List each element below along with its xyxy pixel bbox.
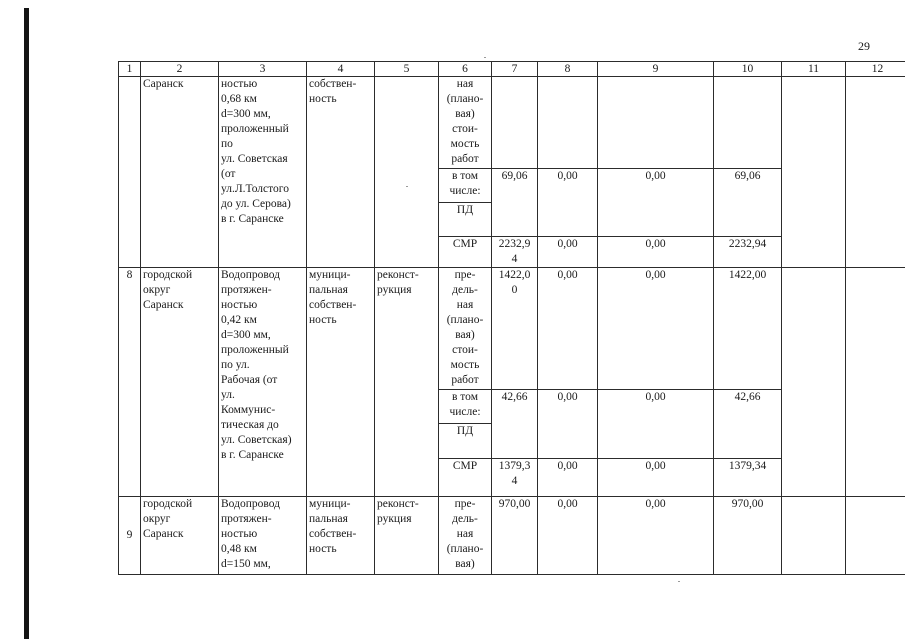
value-cell: 0,00	[538, 497, 598, 575]
header-cell: 2	[141, 62, 219, 77]
header-cell: 7	[492, 62, 538, 77]
scan-speck	[678, 581, 680, 582]
value-cell: 0,00	[598, 458, 714, 496]
cost-type-cell: в том числе:	[439, 390, 492, 424]
cost-type-cell: ПД	[439, 203, 492, 236]
empty-cell	[782, 267, 846, 496]
cost-type-cell: СМР	[439, 236, 492, 267]
empty-cell	[782, 77, 846, 268]
value-cell: 0,00	[538, 458, 598, 496]
ownership-cell: муници- пальная собствен- ность	[307, 497, 375, 575]
cost-type-cell: пре- дель- ная (плано- вая)	[439, 497, 492, 575]
cost-type-cell: ная (плано- вая) стои- мость работ	[439, 77, 492, 169]
value-cell: 0,00	[598, 497, 714, 575]
value-cell: 2232,94	[714, 236, 782, 267]
header-cell: 4	[307, 62, 375, 77]
value-cell: 1422,00	[714, 267, 782, 389]
value-cell: 0,00	[538, 390, 598, 459]
header-row	[119, 62, 905, 77]
value-cell: 0,00	[598, 267, 714, 389]
value-cell: 970,00	[492, 497, 538, 575]
object-name-cell: ностью 0,68 км d=300 мм, проложенный по ул. Советская (от ул.Л.Толстого до ул. Серова) в г. Саранске	[219, 77, 307, 268]
value-cell: 0,00	[538, 236, 598, 267]
cost-type-cell: в том числе:	[439, 169, 492, 203]
header-cell: 9	[598, 62, 714, 77]
header-cell: 10	[714, 62, 782, 77]
row-number-cell: 9	[119, 497, 141, 575]
header-cell: 1	[119, 62, 141, 77]
municipality-cell: городской округ Саранск	[141, 267, 219, 496]
ownership-cell: муници- пальная собствен- ность	[307, 267, 375, 496]
value-cell: 0,00	[598, 169, 714, 237]
row-number-cell: 8	[119, 267, 141, 496]
work-type-cell: реконст- рукция	[375, 267, 439, 496]
value-cell: 42,66	[492, 390, 538, 459]
header-cell: 8	[538, 62, 598, 77]
value-cell	[714, 77, 782, 169]
value-cell: 42,66	[714, 390, 782, 459]
value-cell	[598, 77, 714, 169]
header-cell: 3	[219, 62, 307, 77]
empty-cell	[846, 77, 905, 268]
header-cell: 5	[375, 62, 439, 77]
value-cell	[492, 77, 538, 169]
cost-type-cell: ПД	[439, 424, 492, 458]
value-cell: 0,00	[598, 236, 714, 267]
binding-edge	[24, 8, 29, 639]
value-cell: 2232,9 4	[492, 236, 538, 267]
page-number: 29	[858, 39, 870, 53]
table-row	[119, 77, 905, 169]
value-cell: 0,00	[538, 169, 598, 237]
value-cell: 69,06	[714, 169, 782, 237]
header-cell: 11	[782, 62, 846, 77]
table-row	[119, 497, 905, 575]
work-type-cell: реконст- рукция	[375, 497, 439, 575]
value-cell: 1422,0 0	[492, 267, 538, 389]
value-cell: 970,00	[714, 497, 782, 575]
municipality-cell: Саранск	[141, 77, 219, 268]
empty-cell	[782, 497, 846, 575]
object-name-cell: Водопровод протяжен- ностью 0,42 км d=300 мм, проложенный по ул. Рабочая (от ул. Коммунис- тическая до ул. Советская) в г. Саранске	[219, 267, 307, 496]
cost-type-cell: СМР	[439, 458, 492, 496]
cost-type-cell: пре- дель- ная (плано- вая) стои- мость работ	[439, 267, 492, 389]
value-cell: 0,00	[598, 390, 714, 459]
value-cell: 1379,3 4	[492, 458, 538, 496]
works-table	[118, 61, 905, 575]
ownership-cell: собствен- ность	[307, 77, 375, 268]
table-row	[119, 267, 905, 389]
object-name-cell: Водопровод протяжен- ностью 0,48 км d=150 мм,	[219, 497, 307, 575]
scan-speck	[484, 57, 486, 58]
empty-cell	[846, 497, 905, 575]
header-cell: 12	[846, 62, 905, 77]
empty-cell	[846, 267, 905, 496]
value-cell: 69,06	[492, 169, 538, 237]
header-cell: 6	[439, 62, 492, 77]
value-cell: 1379,34	[714, 458, 782, 496]
row-number-cell	[119, 77, 141, 268]
municipality-cell: городской округ Саранск	[141, 497, 219, 575]
value-cell: 0,00	[538, 267, 598, 389]
work-type-cell	[375, 77, 439, 268]
value-cell	[538, 77, 598, 169]
